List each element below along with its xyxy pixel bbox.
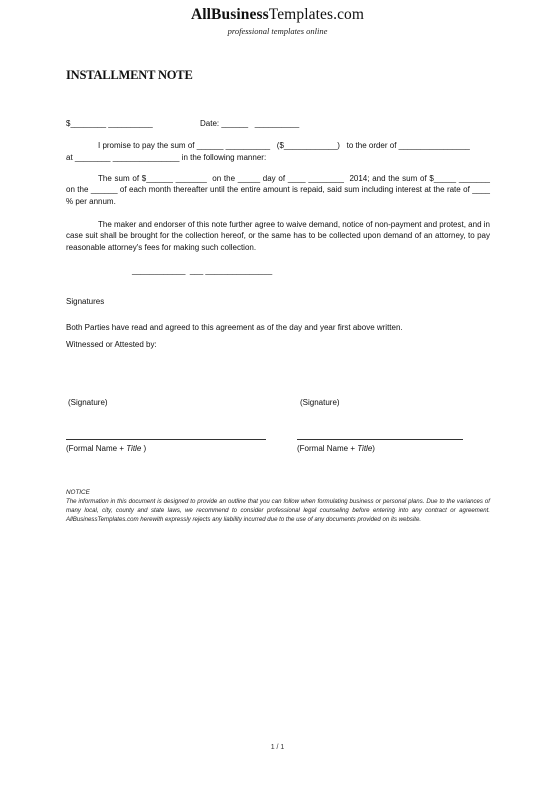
installment-terms-text: The sum of $______ _______ on the _____ day of ____ ________ 2014; and the sum of $_____ _______ on the ______ of each month thereafter until the entire amount is repaid, said sum including interest at the rate of ____ % per annum. [66,174,493,206]
waiver-paragraph [66,219,493,253]
brand-logo [0,6,555,24]
page-number: 1 / 1 [270,744,285,751]
brand-name-bold: AllBusiness [190,6,269,23]
signature-rule-left [66,439,266,440]
maker-blank-line: ____________ ___ _______________ [132,266,273,275]
formal-name-title: Title [126,444,142,453]
signature-rule-right [297,439,463,440]
witness-label: Witnessed or Attested by: [66,340,157,349]
formal-name-suffix: ) [372,444,375,453]
formal-name-prefix: (Formal Name + [66,444,127,453]
formal-name-prefix: (Formal Name + [297,444,358,453]
installment-terms-paragraph [66,173,493,207]
notice-body: The information in this document is designed to provide an outline that you can follow when formulating business or personal plans. Due to the variances of many local, city, county and state laws, we recommend to consider professional legal counseling before entering into any contract or agreement. AllBusinessTemplates.com herewith expressly rejects any liability incurred due to the use of any documents provided on its website. [66,498,490,524]
date-blank: Date: ______ __________ [200,119,300,128]
promise-line-1: I promise to pay the sum of ______ __________ ($____________) to the order of ________________ [98,141,470,150]
formal-name-left [66,443,146,454]
brand-tagline: professional templates online [227,26,328,36]
signatures-heading: Signatures [66,297,105,306]
promise-line-2: at ________ _______________ in the following manner: [66,153,267,162]
brand-name-regular: Templates.com [268,6,365,23]
formal-name-right [297,443,375,454]
signature-label-right: (Signature) [300,398,340,407]
agreement-statement: Both Parties have read and agreed to this agreement as of the day and year first above written. [66,323,403,332]
amount-blank: $________ __________ [66,119,153,128]
notice-heading: NOTICE [66,489,90,496]
formal-name-suffix: ) [141,444,147,453]
waiver-text: The maker and endorser of this note further agree to waive demand, notice of non-payment and protest, and in case suit shall be brought for the collection hereof, or the same has to be collected upon demand of an attorney, to pay reasonable attorney's fees for making such collection. [66,220,493,252]
formal-name-title: Title [357,444,373,453]
signature-label-left: (Signature) [68,398,108,407]
document-title: INSTALLMENT NOTE [66,68,193,82]
